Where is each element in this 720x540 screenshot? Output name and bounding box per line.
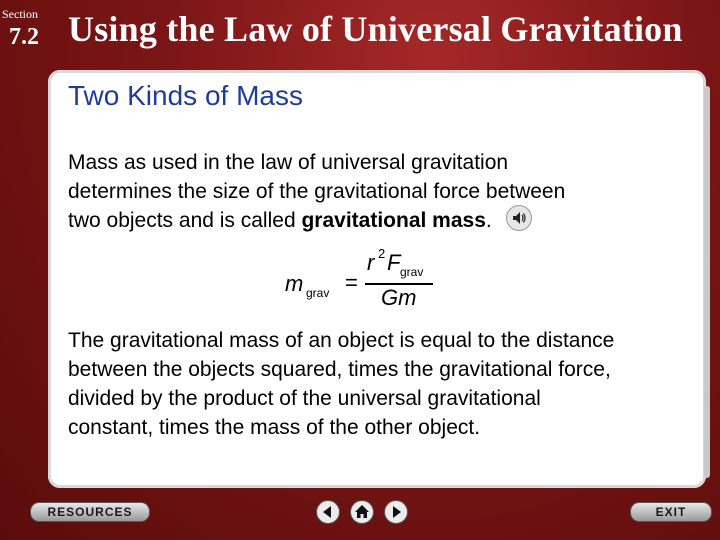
formula-equals: = bbox=[345, 270, 358, 295]
section-badge bbox=[0, 0, 48, 62]
paragraph-explanation bbox=[68, 326, 708, 442]
paragraph-period: . bbox=[485, 209, 492, 232]
arrow-right-icon[interactable] bbox=[384, 500, 408, 524]
home-icon[interactable] bbox=[350, 500, 374, 524]
paragraph-gravitational-mass bbox=[68, 148, 708, 235]
formula-F-subscript: grav bbox=[400, 265, 424, 279]
resources-button[interactable]: RESOURCES bbox=[30, 502, 150, 522]
section-label: Section bbox=[2, 7, 38, 21]
paragraph-line: constant, times the mass of the other object. bbox=[68, 416, 481, 439]
paragraph-line: determines the size of the gravitational force between bbox=[68, 180, 566, 203]
formula-gravitational-mass bbox=[285, 246, 435, 320]
formula-exponent: 2 bbox=[378, 246, 386, 261]
paragraph-line: Mass as used in the law of universal gravitation bbox=[68, 151, 509, 174]
formula-lhs: m bbox=[285, 271, 304, 296]
paragraph-line bbox=[68, 206, 708, 235]
content-heading: Two Kinds of Mass bbox=[68, 80, 303, 111]
section-number: 7.2 bbox=[9, 24, 39, 50]
paragraph-line: between the objects squared, times the gravitational force, bbox=[68, 358, 611, 381]
term-gravitational-mass: gravitational mass bbox=[301, 209, 486, 232]
formula-F: F bbox=[387, 250, 401, 275]
paragraph-text: two objects and is called bbox=[68, 209, 302, 232]
arrow-left-icon[interactable] bbox=[316, 500, 340, 524]
formula-r: r bbox=[367, 250, 375, 275]
speaker-icon[interactable] bbox=[506, 205, 532, 231]
formula-denominator: Gm bbox=[381, 285, 417, 310]
slide-title: Using the Law of Universal Gravitation bbox=[68, 9, 683, 49]
formula-lhs-subscript: grav bbox=[306, 286, 330, 300]
paragraph-line: divided by the product of the universal gravitational bbox=[68, 387, 541, 410]
exit-button[interactable]: EXIT bbox=[630, 502, 712, 522]
paragraph-line: The gravitational mass of an object is equal to the distance bbox=[68, 329, 615, 352]
